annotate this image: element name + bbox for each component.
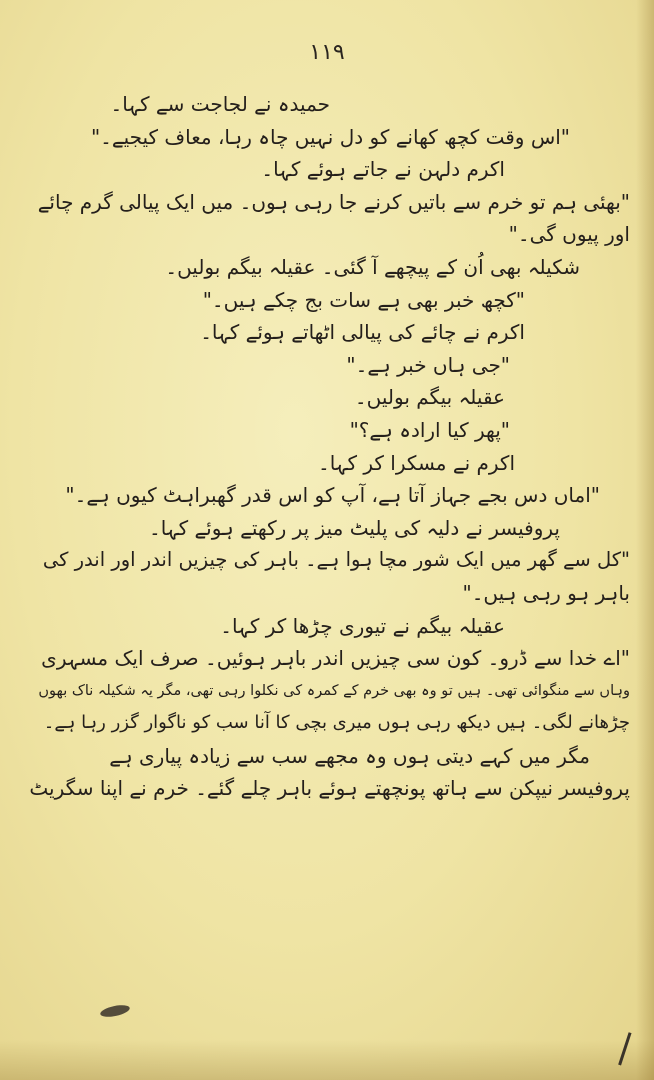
- text-line: اکرم نے چائے کی پیالی اٹھاتے ہوئے کہا۔: [200, 320, 525, 345]
- text-line: "اے خدا سے ڈرو۔ کون سی چیزیں اندر باہر ہوئیں۔ صرف ایک مسہری: [41, 646, 630, 671]
- text-line: "بھئی ہم تو خرم سے باتیں کرنے جا رہی ہوں۔ میں ایک پیالی گرم چائے: [37, 189, 630, 214]
- text-line: "اس وقت کچھ کھانے کو دل نہیں چاہ رہا، معاف کیجیے۔": [90, 124, 570, 149]
- text-line: "کل سے گھر میں ایک شور مچا ہوا ہے۔ باہر کی چیزیں اندر اور اندر کی: [42, 548, 630, 572]
- page-bottom-shadow: [0, 1040, 654, 1080]
- text-line: "اماں دس بجے جہاز آتا ہے، آپ کو اس قدر گھبراہٹ کیوں ہے۔": [65, 483, 600, 508]
- text-line: "جی ہاں خبر ہے۔": [346, 352, 510, 377]
- text-line: "پھر کیا ارادہ ہے؟": [349, 417, 510, 442]
- text-line: پروفیسر نیپکن سے ہاتھ پونچھتے ہوئے باہر چلے گئے۔ خرم نے اپنا سگریٹ: [29, 776, 630, 801]
- page-text-body: [30, 88, 630, 805]
- page-number: ١١٩: [309, 40, 345, 65]
- text-line: چڑھانے لگی۔ ہیں دیکھ رہی ہوں میری بچی کا آنا سب کو ناگوار گزر رہا ہے۔: [43, 712, 630, 734]
- text-line: اور پیوں گی۔": [508, 222, 630, 247]
- text-line: "کچھ خبر بھی ہے سات بج چکے ہیں۔": [202, 287, 525, 312]
- text-line: اکرم دلہن نے جاتے ہوئے کہا۔: [261, 157, 505, 182]
- text-line: عقیلہ بیگم نے تیوری چڑھا کر کہا۔: [220, 613, 505, 638]
- text-line: عقیلہ بیگم بولیں۔: [354, 385, 505, 410]
- text-line: باہر ہو رہی ہیں۔": [462, 580, 630, 605]
- text-line: پروفیسر نے دلیہ کی پلیٹ میز پر رکھتے ہوئے کہا۔: [149, 515, 560, 540]
- text-line: مگر میں کہے دیتی ہوں وہ مجھے سب سے زیادہ پیاری ہے: [109, 743, 590, 768]
- text-line: حمیدہ نے لجاجت سے کہا۔: [110, 92, 330, 116]
- ink-smudge: [99, 1003, 130, 1019]
- text-line: اکرم نے مسکرا کر کہا۔: [317, 450, 515, 475]
- text-line: وہاں سے منگوائی تھی۔ ہیں تو وہ بھی خرم کے کمرہ کی نکلوا رہی تھی، مگر یہ شکیلہ ناک بھوں: [38, 682, 630, 699]
- page-edge-shadow: [636, 0, 654, 1080]
- text-line: شکیلہ بھی اُن کے پیچھے آ گئی۔ عقیلہ بیگم بولیں۔: [165, 254, 580, 279]
